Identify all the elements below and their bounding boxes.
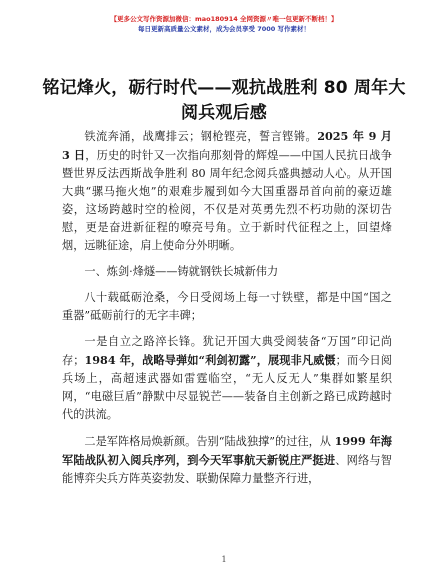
self-reliance-highlight: 1984 年，战略导弹如“利剑初露”，展现非凡威慑: [84, 353, 336, 367]
promo-banner-line1: 【更多公文写作资源加微信：mao180914 全网资源〃唯一包更新不断档！】: [110, 15, 338, 23]
paragraph-equipment-intro: 八十载砥砺沧桑，今日受阅场上每一寸铁壁，都是中国“国之重器”砥砺前行的无字丰碑；: [62, 291, 392, 322]
formation-body: 、网络与智能博弈尖兵方阵英姿勃发、联勤保障力量整齐行进，: [62, 454, 392, 485]
intro-paragraph: [62, 127, 392, 255]
paragraph-self-reliance: [62, 333, 392, 424]
section-heading: 一、炼剑·烽燧——铸就钢铁长城新伟力: [84, 265, 279, 278]
self-reliance-opening: 一是自立之路淬长锋。犹记开国大典受阅装备“万国”印记尚存；: [62, 335, 392, 367]
intro-date: 2025 年 9 月 3 日: [62, 129, 392, 162]
intro-body: ，历史的时针又一次指向那刻骨的辉煌——中国人民抗日战争暨世界反法西斯战争胜利 80 周年纪念阅兵盛典撼动人心。从开国大典“骡马拖火炮”的艰难步履到如今大国重器昂首向前的豪迈雄姿，这场跨越时空的检阅，不仅是对英勇先烈不朽功勋的深切告慰，更是奋进新征程的嘹亮号角。立于新时代征程之上，回望烽烟，远眺征途，肩上使命分外明晰。: [62, 149, 392, 252]
formation-highlight: 1999 年海军陆战队初入阅兵序列，到今天军事航天新锐庄严挺进: [62, 434, 392, 467]
self-reliance-body: ；而今日阅兵场上，高超速武器如雷霆临空，“无人反无人”集群如繁星织网，“电磁巨盾”静默中尽显锐芒——装备自主创新之路已成跨越时代的洪流。: [62, 354, 392, 421]
document-title: 铭记烽火，砺行时代——观抗战胜利 80 周年大阅兵观后感: [42, 78, 406, 123]
page-number: 1: [221, 555, 227, 564]
document-body: [62, 127, 392, 496]
formation-opening: 二是军阵格局焕新颜。告别“陆战独撑”的过往，从: [84, 435, 335, 448]
intro-opening: 铁流奔涌，战鹰排云；钢枪铿亮，誓言铿锵。: [84, 130, 318, 143]
promo-banner: [0, 14, 448, 34]
paragraph-military-formation: [62, 432, 392, 488]
promo-banner-line2: 每日更新高质量公文素材，成为会员享受 7000 写作素材！: [137, 25, 311, 33]
